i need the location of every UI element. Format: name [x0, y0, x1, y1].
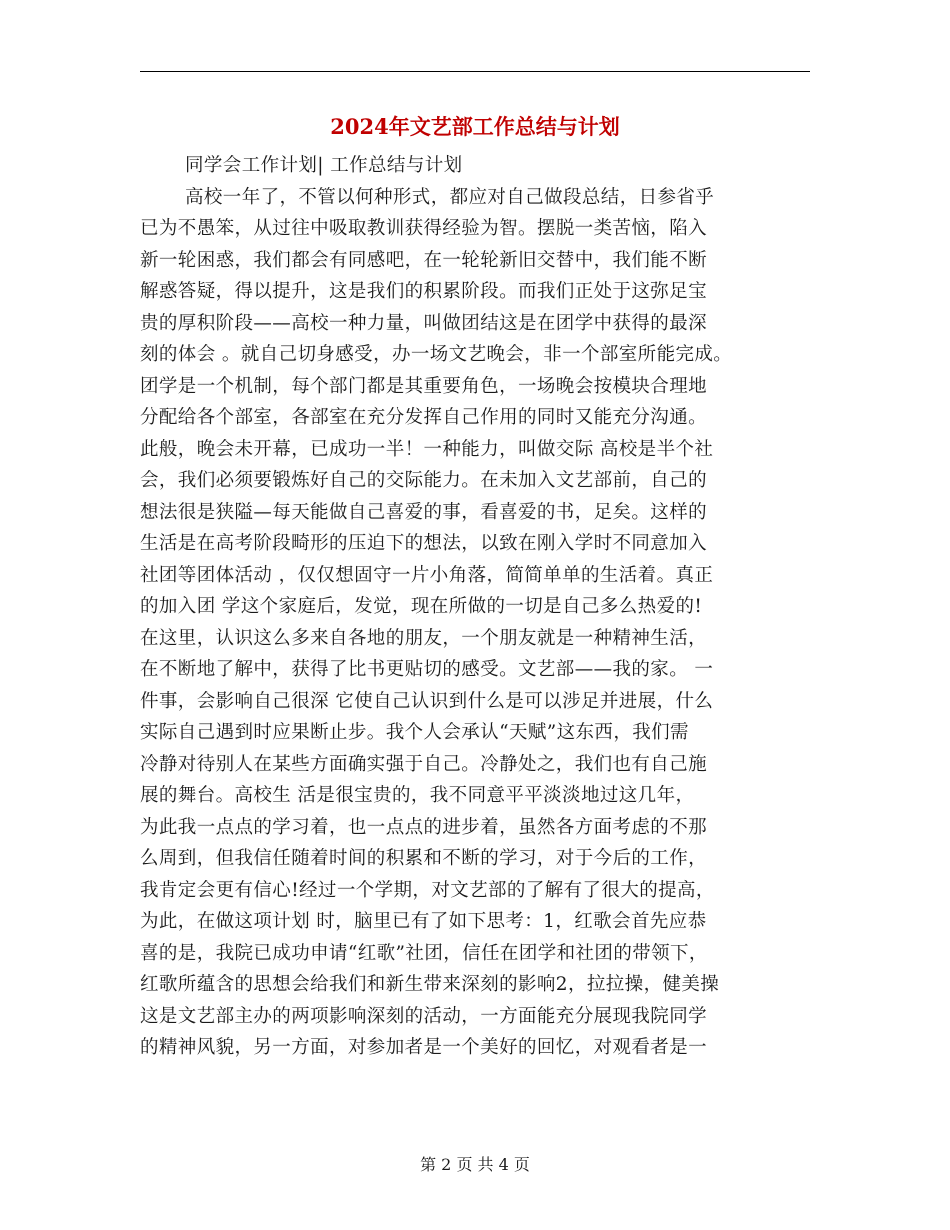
paragraph-line: 我肯定会更有信心!经过一个学期，对文艺部的了解有了很大的提高， [140, 879, 715, 901]
paragraph-line: 生活是在高考阶段畸形的压迫下的想法，以致在刚入学时不同意加入 [140, 533, 708, 554]
paragraph-line: 的加入团 学这个家庭后，发觉，现在所做的一切是自己多么热爱的! [140, 596, 703, 617]
paragraph-line: 实际自己遇到时应果断止步。我个人会承认“天赋”这东西，我们需 [140, 722, 689, 743]
paragraph-line: 此般，晚会未开幕，已成功一半！一种能力，叫做交际 高校是半个社 [140, 438, 714, 460]
paragraph-line: 新一轮困惑，我们都会有同感吧，在一轮轮新旧交替中，我们能不断 [140, 249, 708, 271]
paragraph-line: 么周到，但我信任随着时间的积累和不断的学习，对于今后的工作， [140, 848, 708, 869]
paragraph-line: 团学是一个机制，每个部门都是其重要角色，一场晚会按模块合理地 [140, 375, 708, 397]
paragraph-line: 展的舞台。高校生 活是很宝贵的，我不同意平平淡淡地过这几年， [140, 785, 695, 806]
paragraph-line: 想法很是狭隘—每天能做自己喜爱的事，看喜爱的书，足矣。这样的 [140, 501, 708, 523]
paragraph-line: 为此我一点点的学习着，也一点点的进步着，虽然各方面考虑的不那 [140, 816, 708, 838]
paragraph-line: 为此，在做这项计划 时，脑里已有了如下思考：1，红歌会首先应恭 [140, 911, 707, 932]
paragraph-line: 的精神风貌，另一方面，对参加者是一个美好的回忆，对观看者是一 [140, 1037, 708, 1058]
paragraph-line: 已为不愚笨，从过往中吸取教训获得经验为智。摆脱一类苦恼，陷入 [140, 218, 708, 239]
page-number: 第 2 页 共 4 页 [420, 1155, 530, 1174]
paragraph-line: 高校一年了，不管以何种形式，都应对自己做段总结，日参省乎 [185, 186, 715, 208]
paragraph-line: 贵的厚积阶段——高校一种力量，叫做团结这是在团学中获得的最深 [140, 312, 708, 334]
header-rule [140, 71, 810, 72]
paragraph-line: 这是文艺部主办的两项影响深刻的活动，一方面能充分展现我院同学 [140, 1005, 708, 1027]
paragraph-line: 在这里，认识这么多来自各地的朋友，一个朋友就是一种精神生活， [140, 627, 708, 649]
paragraph-line: 红歌所蕴含的思想会给我们和新生带来深刻的影响2，拉拉操，健美操 [140, 974, 720, 995]
paragraph-line: 会，我们必须要锻炼好自己的交际能力。在未加入文艺部前，自己的 [140, 470, 708, 491]
paragraph-line: 件事，会影响自己很深 它使自己认识到什么是可以涉足并进展，什么 [140, 690, 714, 712]
category-line: 同学会工作计划| 工作总结与计划 [185, 155, 463, 176]
paragraph-line: 社团等团体活动 ，仅仅想固守一片小角落，简简单单的生活着。真正 [140, 564, 714, 586]
document-body [140, 150, 820, 1064]
document-title: 2024年文艺部工作总结与计划 [330, 114, 620, 139]
paragraph-line: 喜的是，我院已成功申请“红歌”社团，信任在团学和社团的带领下， [140, 942, 708, 964]
paragraph-line: 冷静对待别人在某些方面确实强于自己。冷静处之，我们也有自己施 [140, 753, 708, 775]
paragraph-line: 刻的体会 。就自己切身感受，办一场文艺晚会，非一个部室所能完成。 [140, 344, 733, 365]
paragraph-line: 解惑答疑，得以提升，这是我们的积累阶段。而我们正处于这弥足宝 [140, 281, 708, 302]
paragraph-line: 分配给各个部室，各部室在充分发挥自己作用的同时又能充分沟通。 [140, 407, 708, 428]
paragraph-line: 在不断地了解中，获得了比书更贴切的感受。文艺部——我的家。 一 [140, 659, 714, 680]
